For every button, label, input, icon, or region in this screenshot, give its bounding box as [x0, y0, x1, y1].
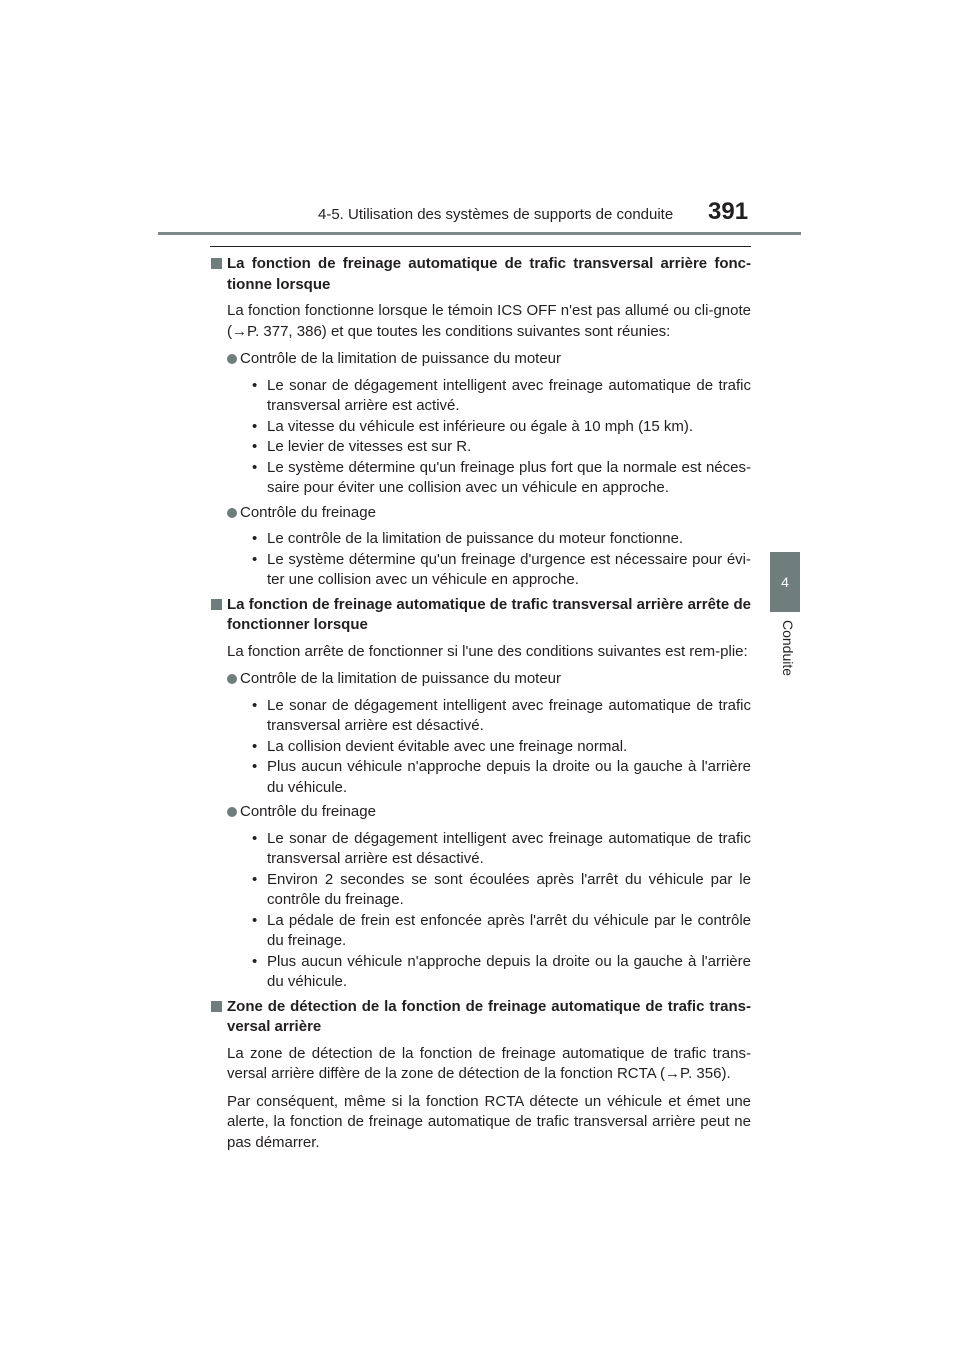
dot-bullet-icon: • — [252, 376, 258, 394]
section-heading — [210, 997, 751, 1038]
group-title — [227, 503, 751, 524]
page-number: 391 — [708, 198, 749, 225]
group-title-text: Contrôle du freinage — [240, 803, 376, 820]
bullet-list — [210, 529, 751, 591]
square-bullet-icon — [211, 258, 222, 269]
section-heading — [210, 254, 751, 295]
list-item — [252, 829, 751, 870]
list-item — [252, 952, 751, 993]
dot-bullet-icon: • — [252, 952, 258, 970]
list-item-text: Environ 2 secondes se sont écoulées après l'arrêt du véhicule par le contrôle du freinage. — [267, 870, 751, 908]
group-title — [227, 349, 751, 370]
section-heading-text: La fonction de freinage automatique de trafic transversal arrière arrête de fonctionner lorsque — [227, 595, 751, 633]
dot-bullet-icon: • — [252, 911, 258, 929]
list-item — [252, 376, 751, 417]
list-item-text: La collision devient évitable avec une freinage normal. — [267, 737, 628, 755]
list-item-text: Le sonar de dégagement intelligent avec freinage automatique de trafic transversal arrière est désactivé. — [267, 696, 751, 734]
header-rule — [158, 232, 801, 235]
section-paragraph: La zone de détection de la fonction de freinage automatique de trafic trans-versal arrière diffère de la zone de détection de la fonction RCTA (→P. 356). — [227, 1044, 751, 1082]
group-title — [227, 669, 751, 690]
list-item-text: Le sonar de dégagement intelligent avec freinage automatique de trafic transversal arrière est désactivé. — [267, 829, 751, 867]
square-bullet-icon — [211, 599, 222, 610]
circle-bullet-icon — [227, 354, 237, 364]
section-intro: La fonction fonctionne lorsque le témoin ICS OFF n'est pas allumé ou cli-gnote (→P. 377, 386) et que toutes les conditions suivantes sont réunies: — [227, 302, 751, 340]
bullet-list — [210, 696, 751, 799]
circle-bullet-icon — [227, 807, 237, 817]
list-item — [252, 911, 751, 952]
list-item-text: Le système détermine qu'un freinage d'urgence est nécessaire pour évi-ter une collision avec un véhicule en approche. — [267, 550, 751, 588]
square-bullet-icon — [211, 1001, 222, 1012]
bullet-list — [210, 829, 751, 993]
dot-bullet-icon: • — [252, 758, 258, 775]
list-item — [252, 757, 751, 798]
group-title-text: Contrôle du freinage — [240, 503, 376, 521]
circle-bullet-icon — [227, 508, 237, 518]
list-item — [252, 870, 751, 911]
bullet-list — [210, 376, 751, 499]
dot-bullet-icon: • — [252, 530, 258, 547]
dot-bullet-icon: • — [252, 737, 258, 755]
list-item-text: Le système détermine qu'un freinage plus fort que la normale est néces-saire pour éviter une collision avec un véhicule en approche. — [267, 458, 751, 496]
group-title-text: Contrôle de la limitation de puissance du moteur — [240, 350, 562, 367]
section-paragraph: Par conséquent, même si la fonction RCTA détecte un véhicule et émet une alerte, la fonction de freinage automatique de trafic transversal arrière peut ne pas démarrer. — [227, 1092, 751, 1151]
group-title-text: Contrôle de la limitation de puissance du moteur — [240, 670, 562, 687]
section-intro: La fonction arrête de fonctionner si l'une des conditions suivantes est rem-plie: — [227, 642, 748, 660]
dot-bullet-icon: • — [252, 870, 258, 888]
dot-bullet-icon: • — [252, 550, 258, 568]
content-rule — [210, 246, 751, 247]
list-item — [252, 696, 751, 737]
list-item — [252, 417, 751, 438]
section-heading — [210, 595, 751, 636]
section-title: 4-5. Utilisation des systèmes de supports de conduite — [318, 206, 674, 223]
section-heading-text: La fonction de freinage automatique de trafic transversal arrière fonc-tionne lorsque — [227, 255, 751, 293]
list-item-text: La vitesse du véhicule est inférieure ou égale à 10 mph (15 km). — [267, 417, 694, 435]
dot-bullet-icon: • — [252, 438, 258, 455]
group-title — [227, 802, 751, 823]
list-item-text: La pédale de frein est enfoncée après l'arrêt du véhicule par le contrôle du freinage. — [267, 911, 751, 949]
list-item — [252, 737, 751, 758]
list-item-text: Plus aucun véhicule n'approche depuis la droite ou la gauche à l'arrière du véhicule. — [267, 952, 751, 990]
chapter-number: 4 — [781, 574, 789, 590]
list-item-text: Le levier de vitesses est sur R. — [267, 438, 472, 455]
list-item — [252, 550, 751, 591]
chapter-label: Conduite — [780, 620, 796, 677]
list-item-text: Le contrôle de la limitation de puissance du moteur fonctionne. — [267, 530, 684, 547]
dot-bullet-icon: • — [252, 417, 258, 435]
page-content — [210, 254, 751, 1160]
list-item-text: Le sonar de dégagement intelligent avec freinage automatique de trafic transversal arrière est activé. — [267, 376, 751, 414]
chapter-tab — [770, 552, 800, 612]
section-heading-text: Zone de détection de la fonction de freinage automatique de trafic trans-versal arrière — [227, 997, 751, 1035]
dot-bullet-icon: • — [252, 696, 258, 714]
dot-bullet-icon: • — [252, 458, 258, 476]
list-item — [252, 529, 751, 550]
dot-bullet-icon: • — [252, 829, 258, 847]
list-item-text: Plus aucun véhicule n'approche depuis la droite ou la gauche à l'arrière du véhicule. — [267, 758, 751, 796]
circle-bullet-icon — [227, 674, 237, 684]
list-item — [252, 458, 751, 499]
list-item — [252, 437, 751, 458]
